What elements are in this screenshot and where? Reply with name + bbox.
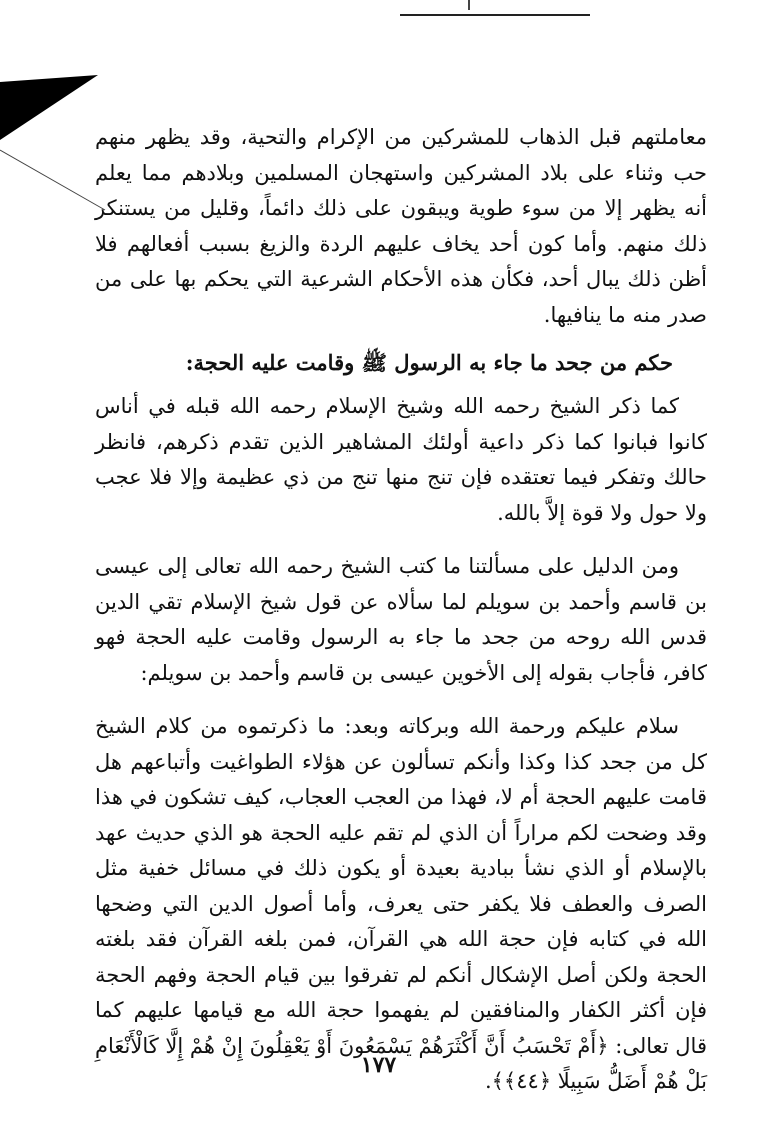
paragraph-2-text: كما ذكر الشيخ رحمه الله وشيخ الإسلام رحمه الله قبله في أناس كانوا فبانوا كما ذكر داعية أولئك المشاهير الذين تقدم ذكرهم، فانظر حالك وتفكر فيما تعتقده فإن تنج منها تنج من ذي عظيمة وإلا فلا عجب ولا حول ولا قوة إلاَّ بالله.	[95, 394, 707, 525]
section-heading: حكم من جحد ما جاء به الرسول ﷺ وقامت عليه الحجة:	[185, 350, 673, 375]
paragraph-1: معاملتهم قبل الذهاب للمشركين من الإكرام والتحية، وقد يظهر منهم حب وثناء على بلاد المشركين واستهجان المسلمين وبلادهم مما يعلم أنه يظهر إلا من سوء طوية ويبقون على ذلك دائماً، وقليل من يستنكر ذلك منهم. وأما كون أحد يخاف عليهم الردة والزيغ بسبب أفعالهم فلا أظن ذلك يبال أحد، فكأن هذه الأحكام الشرعية التي يحكم بها على من صدر منه ما ينافيها.	[95, 125, 707, 327]
paragraph-4-text: سلام عليكم ورحمة الله وبركاته وبعد: ما ذكرتموه من كلام الشيخ كل من جحد كذا وكذا وأنكم تسألون عن هؤلاء الطواغيت وأتباعهم هل قامت عليهم الحجة أم لا، فهذا من العجب العجاب، كيف تشكون في هذا وقد وضحت لكم مراراً أن الذي لم تقم عليه الحجة هو الذي حديث عهد بالإسلام أو الذي نشأ ببادية بعيدة أو يكون ذلك في مسائل خفية مثل الصرف والعطف فلا يكفر حتى يعرف، وأما أصول الدين التي وضحها الله في كتابه فإن حجة الله هي القرآن، فمن بلغه القرآن فقد بلغته الحجة ولكن أصل الإشكال أنكم لم تفرقوا بين قيام الحجة وفهم الحجة فإن أكثر الكفار والمنافقين لم يفهموا حجة الله مع قيامها عليهم كما قال تعالى:	[95, 714, 707, 1058]
paragraph-2	[95, 389, 707, 531]
paragraph-3-text: ومن الدليل على مسألتنا ما كتب الشيخ رحمه الله تعالى إلى عيسى بن قاسم وأحمد بن سويلم لما سألاه عن قول شيخ الإسلام تقي الدين قدس الله روحه من جحد ما جاء به الرسول وقامت عليه الحجة فهو كافر، فأجاب بقوله إلى الأخوين عيسى بن قاسم وأحمد بن سويلم:	[95, 554, 707, 685]
page-content	[95, 120, 707, 1100]
quran-verse: ﴿أَمْ تَحْسَبُ أَنَّ أَكْثَرَهُمْ يَسْمَعُونَ أَوْ يَعْقِلُونَ إِنْ هُمْ إِلَّا كَالْأَنْعَامِ بَلْ هُمْ أَضَلُّ سَبِيلًا ﴿٤٤﴾﴾.	[95, 1033, 707, 1093]
page-number: ١٧٧	[360, 1052, 397, 1078]
top-rule	[400, 14, 590, 16]
paragraph-3	[95, 549, 707, 691]
top-tick-mark	[468, 0, 470, 10]
paragraph-4	[95, 709, 707, 1100]
